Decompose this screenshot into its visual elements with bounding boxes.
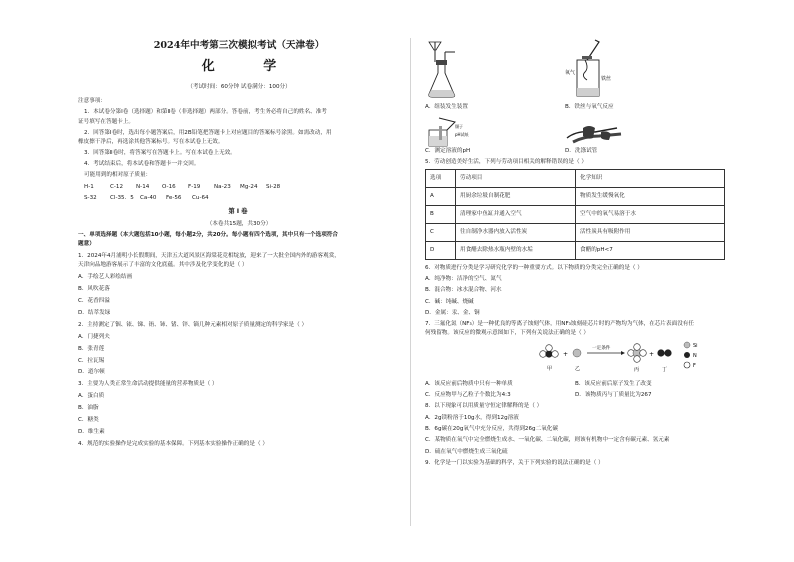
option: A．该反应前后物质中只有一种单质 [425,380,513,387]
figure-label: B．铁丝与氧气反应 [565,104,614,110]
option: C．花香四溢 [78,297,110,304]
figure-label: D．洗涤试管 [565,148,598,154]
table-cell: 用厨余垃圾自制花肥 [456,188,576,206]
table-row [426,188,725,206]
reaction-diagram [425,340,725,376]
table-cell: 往自制净水器内放入活性炭 [456,224,576,242]
option: B．油脂 [78,405,99,412]
option: C．反应物甲与乙粒子个数比为4:3 [425,392,511,399]
section-heading [78,232,400,247]
left-column [78,38,400,447]
option: B．该反应前后原子发生了改变 [575,380,652,387]
question-stem-cont: 天津向品地游客展示了丰富的文化底蕴。其中涉及化学变化的是（ ） [78,262,248,269]
table-cell: 空气中的氧气易溶于水 [576,206,725,224]
figure-label: C．测定溶液的pH [425,148,471,154]
reactant-label-2: 乙 [575,365,581,372]
labor-table [425,169,725,260]
option: D．该物质丙与丁质量比为267 [575,392,652,399]
mass-row-2 [78,195,400,201]
tweezers-label: 镊子 [455,124,463,129]
table-cell: 物质发生缓慢氧化 [576,188,725,206]
option: A．纯净物：洁净的空气、氮气 [425,276,502,283]
table-row [426,206,725,224]
mass-value: C-12 [110,183,124,190]
option: A．蛋白质 [78,393,105,400]
section-heading-cont: 题意） [78,241,95,248]
option: B．张青莲 [78,345,105,352]
legend-si: Si [693,342,698,349]
plus-sign: + [649,350,655,358]
question-stem: 1．2024年4月浦明小长假期间，天津五大道风景区海棠花竞相绽放，迎来了一大批全国内外的游客观赏， [78,253,340,260]
table-cell: 用食醋去除热水瓶内壁的水垢 [456,242,576,260]
option: D．金属：汞、金、铜 [425,310,480,317]
question-6: 6．对物质进行分类是学习研究化学的一种重要方式。以下物质的分类完全正确的是（ ） [425,264,643,271]
right-column [425,38,725,466]
option: B．混合物：冰水混合物、河水 [425,287,502,294]
question-7 [425,321,725,336]
oxygen-label: 氧气 [565,70,576,76]
time-note: （考试时间：60分钟 试卷满分：100分） [187,83,291,90]
mass-value: Cu-64 [192,195,209,202]
volume-title: 第Ⅰ卷 [228,206,250,215]
option: C．碱：纯碱、烧碱 [425,298,474,305]
question-5: 5．劳动创造美好生活，下列与劳动项目相关的解释错误的是（ ） [425,158,587,165]
mass-value: Mg-24 [240,183,258,190]
subject-title: 化 学 [201,59,299,75]
ph-test-icon [425,116,485,148]
table-header: 选项 [426,170,456,188]
table-header: 劳动项目 [456,170,576,188]
atomic-masses [78,184,400,202]
flask-apparatus-icon [425,40,459,100]
note-item: 2．回答第Ⅰ卷时，选出每小题答案后，用2B铅笔把答题卡上对应题目的答案标号涂黑。如需改动，用 [84,129,332,136]
mass-value: Ca-40 [140,195,157,202]
ph-paper-label: pH试纸 [455,132,469,137]
option: C．拉瓦锡 [78,357,105,364]
mass-value: Cl-35．5 [110,195,134,202]
table-header-row [426,170,725,188]
option: D．道尔顿 [78,369,105,376]
exam-title: 2024年中考第三次模拟考试（天津卷） [153,40,325,51]
notes-heading: 注意事项： [78,98,106,105]
option: A．手绘艺人彩绘结画 [78,274,133,281]
mass-value: Fe-56 [166,195,182,202]
mass-value: F-19 [188,183,201,190]
reaction-condition: 一定条件 [592,345,611,351]
mass-value: H-1 [84,183,94,190]
option: A．2g镁粉溶于10g水，得到12g溶液 [425,414,519,421]
test-tube-washing-icon [565,122,625,146]
question-3: 3．主要为人类正常生命活动提供能量的营养物质是（ ） [78,381,218,388]
mass-row-1 [78,184,400,190]
option: D．结萃发绿 [78,309,111,316]
mass-value: S-32 [84,195,97,202]
mass-value: Na-23 [214,183,231,190]
iron-wire-label: 铁丝 [601,76,612,82]
table-cell: B [426,206,456,224]
option: B．6g碳在20g氧气中充分反应，共得到26g二氧化碳 [425,425,558,432]
option: C．糖类 [78,417,99,424]
mass-value: O-16 [162,183,176,190]
option: C．某物质在氧气中完全燃烧生成水、一氧化碳、二氧化碳，则该有机物中一定含有碳元素、氢元素 [425,437,670,444]
table-cell: 活性炭具有吸附作用 [576,224,725,242]
note-item: 4．考试结束后，将本试卷和答题卡一并交回。 [84,161,200,168]
section-heading-text: 一、单项选择题（本大题包括10小题，每小题2分，共20分。每小题有四个选项，其中只有一个选项符合 [78,232,338,239]
table-cell: A [426,188,456,206]
notes-list [78,109,400,178]
volume-note: （本卷共15题，共30分） [206,220,272,227]
table-cell: D [426,242,456,260]
mass-value: N-14 [136,183,150,190]
table-cell: 清理家中鱼缸并通入空气 [456,206,576,224]
plus-sign: + [563,350,569,358]
question-4: 4．规范的实验操作是完成实验的基本保障。下列基本实验操作正确的是（ ） [78,440,268,447]
note-item: 3．回答第Ⅱ卷时，将答案写在答题卡上。写在本试卷上无效。 [84,150,236,157]
table-row [426,224,725,242]
legend-f: F [693,362,696,369]
note-item: 证号填写在答题卡上。 [78,118,134,125]
table-cell: 食醋的pH<7 [576,242,725,260]
legend-n: N [693,352,697,359]
product-label-2: 丁 [662,366,668,373]
note-item: 可能用到的相对原子质量： [84,172,152,179]
molecule-diagram-icon [425,340,725,376]
table-cell: C [426,224,456,242]
q4-figures [425,38,725,154]
option: B．风吹花落 [78,285,110,292]
table-header: 化学知识 [576,170,725,188]
note-item: 1．本试卷分第Ⅰ卷（选择题）和第Ⅱ卷（非选择题）两部分。答卷前，考生务必将自己的姓名、准考 [84,109,327,116]
option: D．维生素 [78,429,105,436]
gas-jar-icon [565,38,613,102]
option-row [425,381,725,387]
question-stem-cont: 何残留物。该反应的微观示意图如下，下列有关说法正确的是（ ） [425,330,589,337]
option-row [425,392,725,398]
question-8: 8．以下现象可以用质量守恒定律解释的是（ ） [425,403,543,410]
product-label-1: 丙 [634,366,640,373]
table-row [426,242,725,260]
question-1 [78,253,400,268]
column-divider [410,38,411,526]
reactant-label-1: 甲 [547,365,553,372]
option: A．门捷列夫 [78,333,110,340]
question-9: 9．化学是一门以实验为基础的科学，关于下列实验的说法正确的是（ ） [425,459,604,466]
question-2: 2．主持测定了铟、铱、锑、铕、铈、锗、锌、镝几种元素相对原子质量测定的科学家是（ ） [78,321,308,328]
figure-label: A．组装发生装置 [425,104,468,110]
question-stem: 7．三氟化氮（NF₃）是一种优良的等离子蚀刻气体，用NF₃蚀刻硅芯片时的产物均为气体，在芯片表面没有任 [425,321,694,328]
mass-value: Si-28 [266,183,281,190]
option: D．硫在氧气中燃烧生成三氧化硫 [425,448,508,455]
note-item: 橡皮擦干净后，再选涂其他答案标号。写在本试卷上无效。 [78,139,224,146]
